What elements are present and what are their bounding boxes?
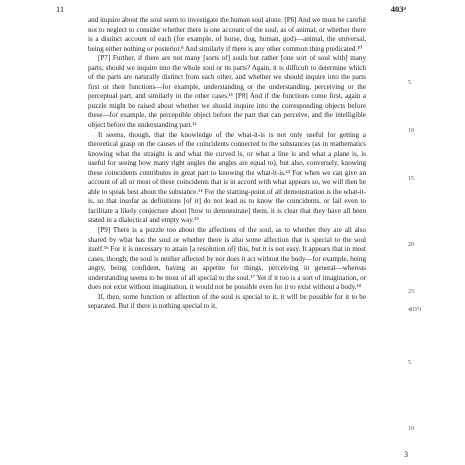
header-bekker-reference: 403ᵃ <box>390 4 406 14</box>
running-header <box>50 4 410 16</box>
page-number: 3 <box>404 450 408 459</box>
margin-line-number: 5 <box>408 80 411 86</box>
paragraph: [P9] There is a puzzle too about the affections of the soul, as to whether they are all also shared by what has the soul or whether there is also some affection that is special to the soul itself.¹⁶ For it is necessary to attain [a resolution of] this, but it is not easy. It appears that in most cases, though, the soul is neither affected by nor does it act without the body—for example, being angry, being confident, having an appetite for things, perceiving in general—whereas understanding seems to be most of all special to the soul.¹⁷ Yet if it too is a sort of imagination, or does not exist without imagination, it would not be possible even for it to exist without a body.¹⁸ <box>88 226 366 292</box>
margin-line-number: 403ᵇ1 <box>408 307 422 313</box>
margin-line-number: 10 <box>408 128 414 134</box>
paragraph: If, then, some function or affection of the soul is special to it, it will be possible for it to be separated. But if there is nothing special to it, <box>88 292 366 311</box>
margin-line-number: 10 <box>408 426 414 432</box>
margin-line-number: 5 <box>408 360 411 366</box>
main-text <box>88 16 366 312</box>
margin-line-number: 20 <box>408 242 414 248</box>
margin-line-number: 25 <box>408 289 414 295</box>
paragraph: [P7] Further, if there are not many [sorts of] souls but rather [one sort of soul with] many parts, should we inquire into the whole soul or its parts? Again, it is difficult to determine which of the parts are naturally distinct from each other, and whether we should inquire into the parts first or their functions—for example, understanding or the understanding, perceiving or the perceptual part, and similarly in the other cases.¹¹ [P8] And if the functions come first, again a puzzle might be raised about whether we should inquire into the corresponding objects before these—for example, the perceptible object before the part that can perceive, and the intelligible object before the understanding part.¹² <box>88 54 366 130</box>
paragraph: It seems, though, that the knowledge of the what-it-is is not only useful for getting a theoretical grasp on the causes of the coincidents connected to the substances (as in mathematics knowing what the straight is and what the curved is, or what a line is and what a plane is, is useful for seeing how many right angles the angles are equal to), but also, conversely, knowing these coincidents contributes in great part to knowing the what-it-is.¹³ For when we can give an account of all or most of these coincidents that is in accord with what appears so, we will then be able to speak best about the substance.¹⁴ For the starting-point of all demonstration is the what-it-is, so that insofar as definitions [of it] do not lead us to know the coincidents, or fail even to facilitate a likely conjecture about [how to demonstrate] them, it is clear that they have all been stated in a dialectical and empty way.¹⁵ <box>88 130 366 225</box>
header-chapter-number: 11 <box>56 4 65 14</box>
paragraph: and inquire about the soul seem to investigate the human soul alone. [P6] And we must be careful not to neglect to consider whether there is one account of the soul, as of animal, or whether there is a distinct account of each (for example, of horse, dog, human, god)—animal, the universal, being either nothing or posterior.⁸ And similarly if there is any other common thing predicated.¹⁰ <box>88 16 366 53</box>
margin-line-number: 15 <box>408 176 414 182</box>
